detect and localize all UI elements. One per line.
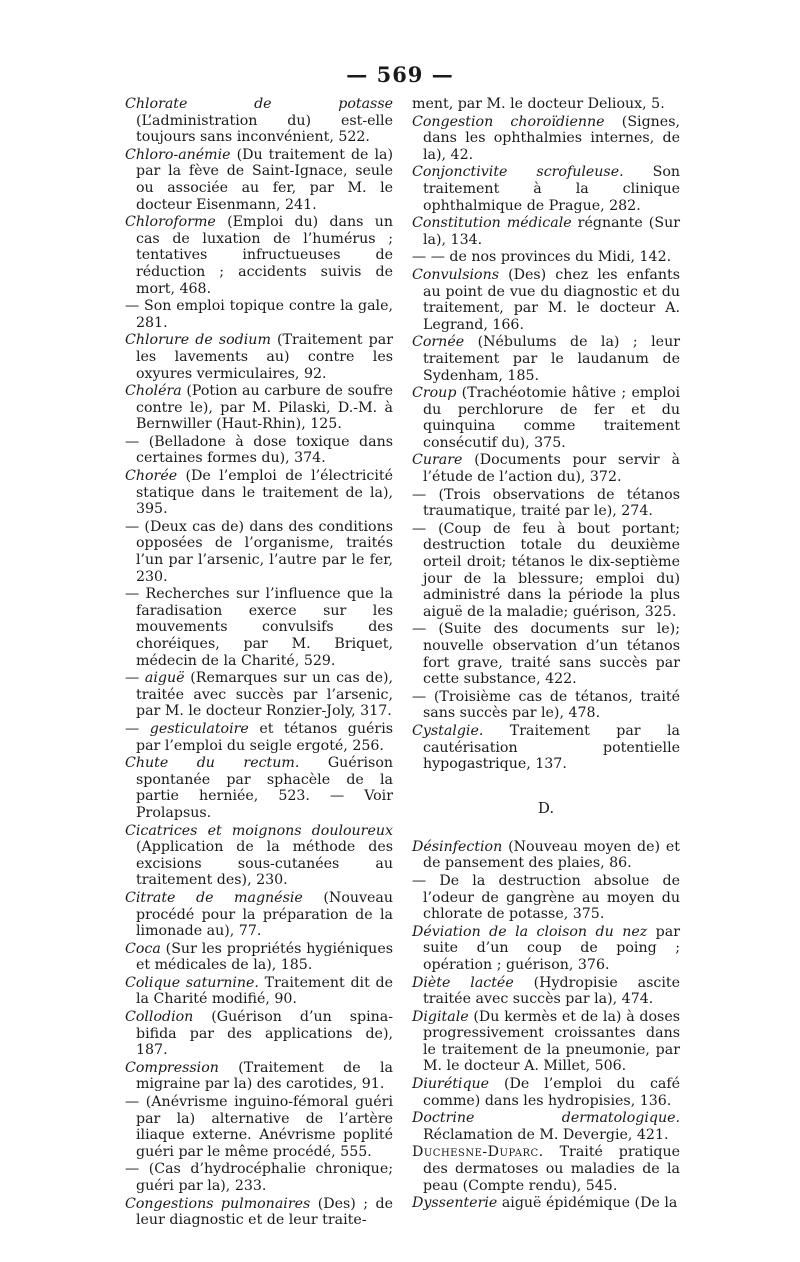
entry-heading: Croup <box>412 385 457 402</box>
entry-text: (Guérison d’un spina-bifida par des applications de), 187. <box>136 1009 393 1059</box>
page-number: — 569 — <box>346 62 454 87</box>
entry-text: — (Suite des documents sur le); nouvelle observation d’un tétanos fort grave, traité sans succès par cette substance, 422. <box>412 621 680 688</box>
index-entry <box>412 1009 680 1075</box>
entry-text: — (Anévrisme inguino-fémoral guéri par la) alternative de l’artère iliaque externe. Anévrisme poplité guéri par le même procédé, 555. <box>125 1094 393 1160</box>
entry-text: (Nouveau procédé pour la préparation de la limonade au), 77. <box>136 889 393 940</box>
index-entry <box>412 975 680 1008</box>
entry-text: (Emploi du) dans un cas de luxation de l’humérus ; tentatives infructueuses de réduction ; accidents suivis de mort, 468. <box>136 214 393 297</box>
index-entry <box>412 1144 680 1194</box>
entry-heading: Congestion choroïdienne <box>412 113 605 130</box>
index-entry <box>412 249 680 266</box>
index-entry <box>412 334 680 384</box>
entry-heading: Cornée <box>412 334 465 351</box>
entry-text: (Remarques sur un cas de), traitée avec succès par l’arsenic, par M. le docteur Ronzier-Joly, 317. <box>136 670 394 720</box>
entry-heading: Chloro-anémie <box>125 146 231 163</box>
entry-heading: Chute du rectum. <box>125 755 300 772</box>
entry-text: — (Belladone à dose toxique dans certaines formes du), 374. <box>125 433 393 467</box>
index-entry <box>412 164 680 214</box>
index-entry <box>125 975 393 1008</box>
entry-heading: Convulsions <box>412 266 500 283</box>
entry-text: — (Trois observations de tétanos traumatique, traité par le), 274. <box>412 486 680 520</box>
entry-heading: Diurétique <box>412 1076 490 1093</box>
entry-heading: Digitale <box>412 1008 469 1025</box>
entry-text: — — de nos provinces du Midi, 142. <box>412 249 672 266</box>
index-entry <box>412 1195 680 1212</box>
entry-text: et tétanos guéris par l’emploi du seigle ergoté, 256. <box>136 720 394 754</box>
entry-heading: Chlorure de sodium <box>125 332 271 349</box>
index-entry <box>125 1060 393 1093</box>
entry-text: (Application de la méthode des excisions sous-cutanées au traitement des), 230. <box>136 839 393 889</box>
entry-text: — (Deux cas de) dans des conditions opposées de l’organisme, traités l’un par l’arsenic, l’autre par le fer, 230. <box>125 518 393 585</box>
entry-text: (Traitement par les lavements au) contre les oxyures vermiculaires, 92. <box>136 332 394 382</box>
entry-text: aiguë épidémique (De la <box>497 1195 678 1212</box>
entry-heading: Cicatrices et moignons douloureux <box>125 822 393 839</box>
entry-text: ment, par M. le docteur Delioux, 5. <box>412 96 665 112</box>
entry-text: (Des) chez les enfants au point de vue du diagnostic et du traitement, par M. le docteur A. Legrand, 166. <box>423 266 680 333</box>
index-entry <box>412 452 680 485</box>
index-entry <box>412 1110 680 1143</box>
entry-text: (Du kermès et de la) à doses progressivement croissantes dans le traitement de la pneumonie, par M. le docteur A. Millet, 506. <box>423 1008 680 1075</box>
left-column <box>125 96 393 1230</box>
entry-heading: Citrate de magnésie <box>125 889 303 906</box>
entry-text: (Du traitement de la) par la fève de Saint-Ignace, seule ou associée au fer, par M. le docteur Eisenmann, 241. <box>136 146 393 213</box>
index-entry <box>125 96 393 146</box>
index-entry <box>412 1076 680 1109</box>
index-entry <box>125 941 393 974</box>
index-entry <box>125 670 393 720</box>
entry-text: — (Coup de feu à bout portant; destruction totale du deuxième orteil droit; tétanos le dix-septième jour de la blessure; emploi du) administré dans la période la plus aiguë de la maladie; guérison, 325. <box>412 520 680 620</box>
entry-text: — (Cas d’hydrocéphalie chronique; guéri par la), 233. <box>125 1161 393 1194</box>
entry-text: régnante (Sur la), 134. <box>423 215 680 248</box>
entry-text: (L’administration du) est-elle toujours sans inconvénient, 522. <box>136 112 393 146</box>
index-entry <box>412 924 680 974</box>
entry-text: — (Troisième cas de tétanos, traité sans succès par le), 478. <box>412 688 680 722</box>
index-entry <box>412 521 680 621</box>
entry-heading: Compression <box>125 1059 219 1076</box>
index-entry <box>125 383 393 433</box>
index-entry <box>125 1196 393 1229</box>
right-column-top <box>412 96 680 773</box>
entry-heading: Collodion <box>125 1009 194 1026</box>
index-entry <box>125 434 393 467</box>
section-letter: D. <box>537 798 555 817</box>
entry-text: (De l’emploi du café comme) dans les hydropisies, 136. <box>423 1076 680 1109</box>
entry-text: (De l’emploi de l’électricité statique dans le traitement de la), 395. <box>136 468 393 518</box>
entry-heading: Chlorate de potasse <box>125 96 393 112</box>
entry-text: (Sur les propriétés hygiéniques et médicales de la), 185. <box>136 940 393 974</box>
index-entry <box>412 839 680 872</box>
index-entry <box>125 755 393 821</box>
entry-heading: Cystalgie. <box>412 722 484 739</box>
index-entry <box>412 873 680 923</box>
entry-heading: Duchesne-Duparc. <box>412 1144 544 1161</box>
entry-heading: Choléra <box>125 383 182 400</box>
entry-text: (Traitement de la migraine par la) des carotides, 91. <box>136 1059 393 1093</box>
index-entry <box>125 586 393 669</box>
index-entry <box>412 96 680 113</box>
index-entry <box>412 215 680 248</box>
entry-heading: Chorée <box>125 468 178 485</box>
entry-heading: Doctrine dermatologique. <box>412 1110 680 1127</box>
index-entry <box>125 823 393 889</box>
index-entry <box>412 267 680 333</box>
index-entry <box>412 487 680 520</box>
entry-text: (Potion au carbure de soufre contre le), par M. Pilaski, D.-M. à Bernwiller (Haut-Rhin), 125. <box>136 383 393 433</box>
index-entry <box>412 723 680 773</box>
entry-heading: — gesticulatoire <box>125 720 249 737</box>
index-entry <box>125 1094 393 1160</box>
entry-heading: — aiguë <box>125 670 185 687</box>
entry-text: par suite d’un coup de poing ; opération ; guérison, 376. <box>423 923 680 973</box>
entry-text: Son traitement à la clinique ophthalmique de Prague, 282. <box>423 164 680 214</box>
index-entry <box>125 721 393 754</box>
entry-text: — Son emploi topique contre la gale, 281. <box>125 298 393 331</box>
entry-heading: Chloroforme <box>125 214 216 231</box>
entry-text: — Recherches sur l’influence que la faradisation exerce sur les mouvements convulsifs des choréiques, par M. Briquet, médecin de la Charité, 529. <box>125 586 393 669</box>
index-entry <box>412 689 680 722</box>
right-column <box>412 96 680 1213</box>
index-entry <box>125 147 393 213</box>
entry-heading: Coca <box>125 940 161 957</box>
entry-text: (Signes, dans les ophthalmies internes, de la), 42. <box>423 113 680 163</box>
entry-heading: Congestions pulmonaires <box>125 1195 311 1212</box>
index-entry <box>125 519 393 585</box>
index-entry <box>412 114 680 164</box>
index-entry <box>125 298 393 331</box>
entry-heading: Désinfection <box>412 838 503 855</box>
entry-heading: Dyssenterie <box>412 1195 498 1212</box>
index-entry <box>125 890 393 940</box>
index-entry <box>125 1161 393 1194</box>
index-entry <box>125 332 393 382</box>
entry-text: Traité pratique des dermatoses ou maladies de la peau (Compte rendu), 545. <box>423 1144 680 1194</box>
entry-heading: Déviation de la cloison du nez <box>412 923 648 940</box>
entry-heading: Conjonctivite scrofuleuse. <box>412 164 624 181</box>
entry-text: Traitement dit de la Charité modifié, 90. <box>136 974 393 1008</box>
entry-text: Réclamation de M. Devergie, 421. <box>423 1126 669 1143</box>
index-entry <box>125 468 393 518</box>
entry-text: — De la destruction absolue de l’odeur de gangrène au moyen du chlorate de potasse, 375. <box>412 872 680 923</box>
entry-text: (Trachéotomie hâtive ; emploi du perchlorure de fer et du quinquina comme traitement consécutif du), 375. <box>423 385 680 451</box>
entry-text: Traitement par la cautérisation potentielle hypogastrique, 137. <box>423 722 680 773</box>
index-entry <box>412 385 680 451</box>
entry-text: (Nébulums de la) ; leur traitement par le laudanum de Sydenham, 185. <box>423 334 680 384</box>
entry-text: Guérison spontanée par sphacèle de la partie herniée, 523. — Voir Prolapsus. <box>136 755 393 821</box>
right-column-bottom <box>412 839 680 1212</box>
entry-text: (Documents pour servir à l’étude de l’action du), 372. <box>423 452 680 486</box>
index-entry <box>125 1009 393 1059</box>
entry-heading: Curare <box>412 452 463 469</box>
index-entry <box>125 214 393 297</box>
entry-text: (Hydropisie ascite traitée avec succès par la), 474. <box>423 974 680 1008</box>
entry-text: (Nouveau moyen de) et de pansement des plaies, 86. <box>423 838 680 872</box>
entry-text: (Des) ; de leur diagnostic et de leur traite- <box>136 1195 393 1229</box>
entry-heading: Colique saturnine. <box>125 974 259 991</box>
entry-heading: Diète lactée <box>412 974 514 991</box>
entry-heading: Constitution médicale <box>412 215 572 232</box>
index-entry <box>412 621 680 687</box>
